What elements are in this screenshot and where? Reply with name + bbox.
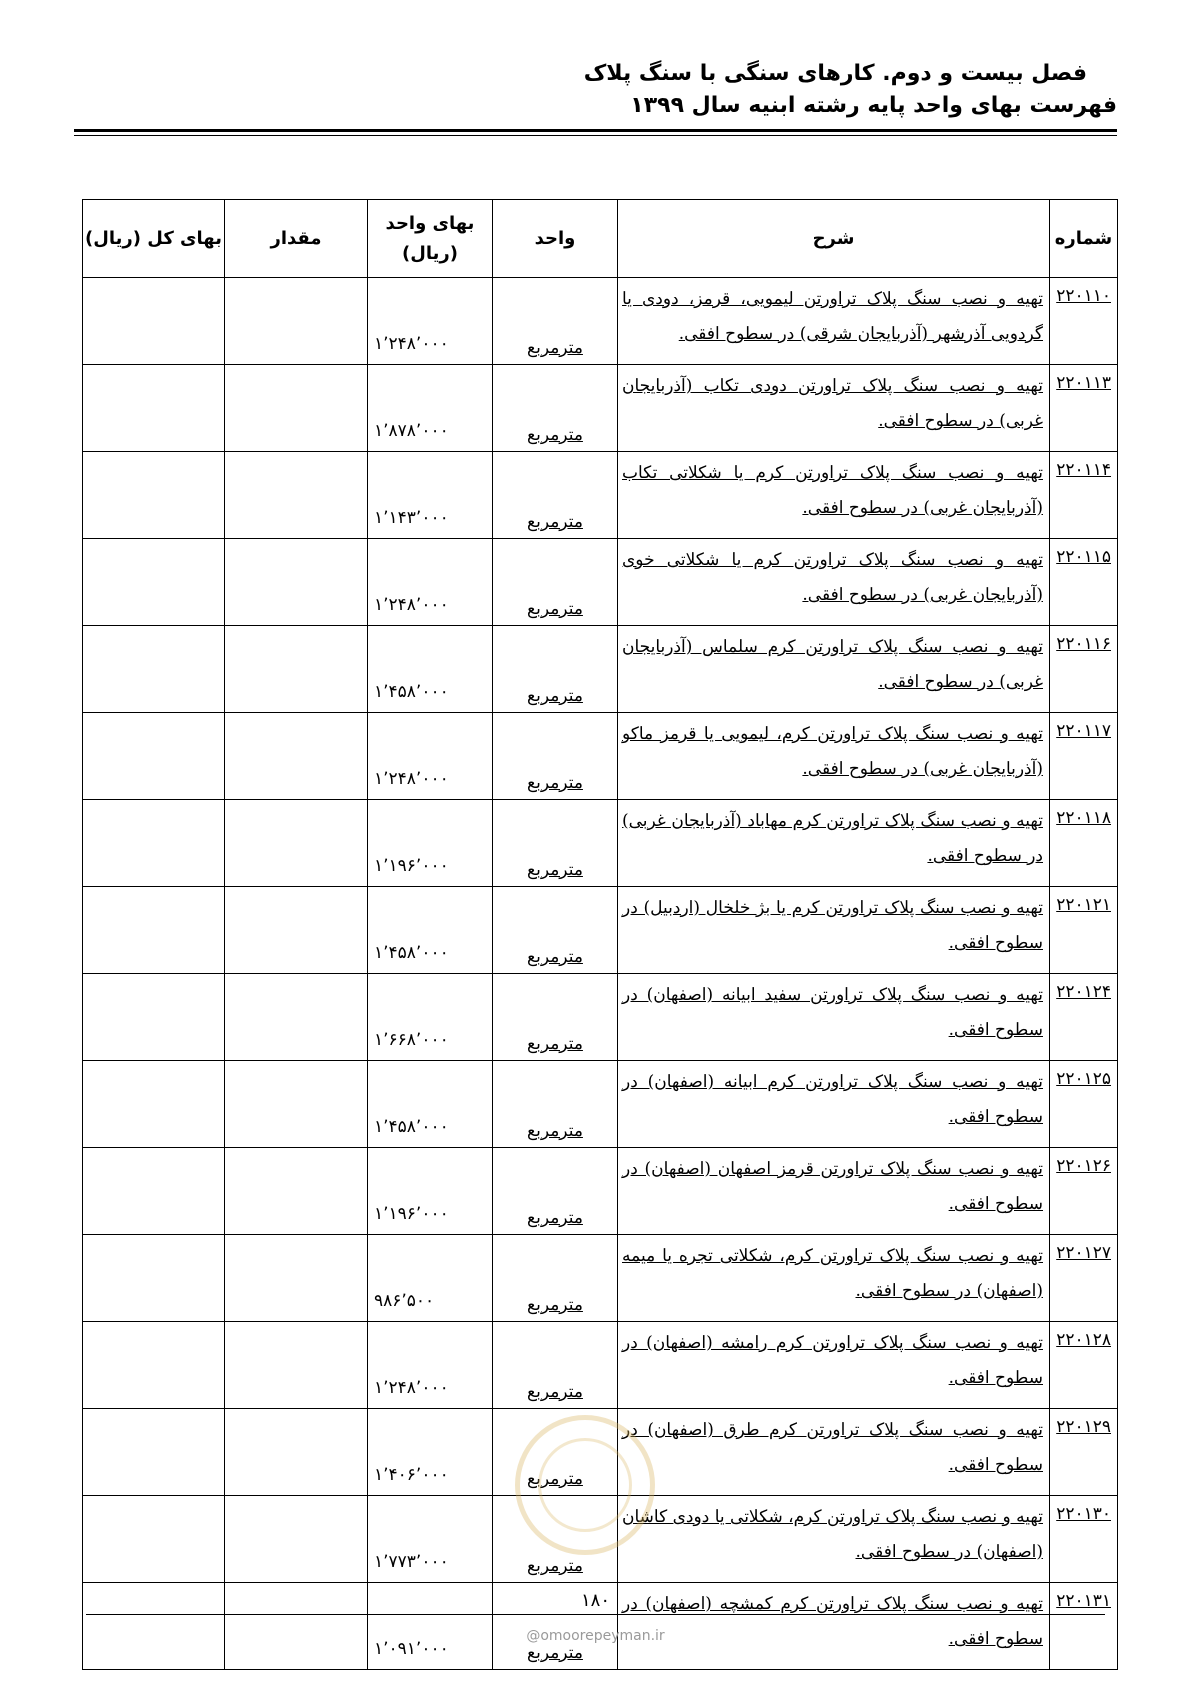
item-quantity xyxy=(225,1409,368,1496)
item-unit-price: ۱٬۶۶۸٬۰۰۰ xyxy=(368,974,493,1061)
item-unit-price: ۹۸۶٬۵۰۰ xyxy=(368,1235,493,1322)
item-quantity xyxy=(225,887,368,974)
item-quantity xyxy=(225,974,368,1061)
page-header xyxy=(584,58,1117,122)
item-code: ۲۲۰۱۲۶ xyxy=(1050,1148,1118,1235)
item-unit: مترمربع xyxy=(493,1061,618,1148)
item-unit-price: ۱٬۴۵۸٬۰۰۰ xyxy=(368,1061,493,1148)
item-total xyxy=(83,713,225,800)
page-number: ۱۸۰ xyxy=(580,1590,610,1611)
unit-price-currency: (ریال) xyxy=(402,242,458,264)
item-description: تهیه و نصب سنگ پلاک تراورتن کرم یا شکلاتی خوی (آذربایجان غربی) در سطوح افقی. xyxy=(618,539,1050,626)
unit-price-label: بهای واحد xyxy=(385,212,475,234)
item-total xyxy=(83,539,225,626)
item-code: ۲۲۰۱۲۷ xyxy=(1050,1235,1118,1322)
item-total xyxy=(83,800,225,887)
item-description: تهیه و نصب سنگ پلاک تراورتن دودی تکاب (آذربایجان غربی) در سطوح افقی. xyxy=(618,365,1050,452)
item-unit: مترمربع xyxy=(493,626,618,713)
item-unit-price: ۱٬۰۹۱٬۰۰۰ xyxy=(368,1583,493,1670)
item-unit: مترمربع xyxy=(493,539,618,626)
item-description: تهیه و نصب سنگ پلاک تراورتن لیمویی، قرمز، دودی یا گردویی آذرشهر (آذربایجان شرقی) در سطوح افقی. xyxy=(618,278,1050,365)
item-description: تهیه و نصب سنگ پلاک تراورتن کرم ابیانه (اصفهان) در سطوح افقی. xyxy=(618,1061,1050,1148)
column-header-unit: واحد xyxy=(493,200,618,278)
item-description: تهیه و نصب سنگ پلاک تراورتن سفید ابیانه (اصفهان) در سطوح افقی. xyxy=(618,974,1050,1061)
item-code: ۲۲۰۱۲۸ xyxy=(1050,1322,1118,1409)
item-total xyxy=(83,365,225,452)
table-row xyxy=(83,1148,1118,1235)
item-unit-price: ۱٬۲۴۸٬۰۰۰ xyxy=(368,713,493,800)
column-header-unit-price xyxy=(368,200,493,278)
table-row xyxy=(83,1061,1118,1148)
item-description: تهیه و نصب سنگ پلاک تراورتن کرم سلماس (آذربایجان غربی) در سطوح افقی. xyxy=(618,626,1050,713)
site-watermark: @omoorepeyman.ir xyxy=(526,1628,665,1644)
item-unit-price: ۱٬۱۹۶٬۰۰۰ xyxy=(368,1148,493,1235)
item-code: ۲۲۰۱۳۰ xyxy=(1050,1496,1118,1583)
item-total xyxy=(83,626,225,713)
item-unit-price: ۱٬۸۷۸٬۰۰۰ xyxy=(368,365,493,452)
item-description: تهیه و نصب سنگ پلاک تراورتن کرم، لیمویی یا قرمز ماکو (آذربایجان غربی) در سطوح افقی. xyxy=(618,713,1050,800)
table-row xyxy=(83,539,1118,626)
item-quantity xyxy=(225,626,368,713)
item-quantity xyxy=(225,713,368,800)
price-table xyxy=(82,199,1118,1670)
item-code: ۲۲۰۱۱۳ xyxy=(1050,365,1118,452)
table-row xyxy=(83,713,1118,800)
table-row xyxy=(83,1322,1118,1409)
table-row xyxy=(83,278,1118,365)
table-row xyxy=(83,1235,1118,1322)
item-code: ۲۲۰۱۱۸ xyxy=(1050,800,1118,887)
item-unit: مترمربع xyxy=(493,887,618,974)
item-code: ۲۲۰۱۱۵ xyxy=(1050,539,1118,626)
item-unit-price: ۱٬۴۵۸٬۰۰۰ xyxy=(368,626,493,713)
column-header-quantity: مقدار xyxy=(225,200,368,278)
item-description: تهیه و نصب سنگ پلاک تراورتن کرم مهاباد (آذربایجان غربی) در سطوح افقی. xyxy=(618,800,1050,887)
item-quantity xyxy=(225,800,368,887)
item-unit: مترمربع xyxy=(493,452,618,539)
item-quantity xyxy=(225,1235,368,1322)
item-code: ۲۲۰۱۲۵ xyxy=(1050,1061,1118,1148)
header-divider xyxy=(74,129,1117,132)
item-unit: مترمربع xyxy=(493,1496,618,1583)
item-code: ۲۲۰۱۲۴ xyxy=(1050,974,1118,1061)
item-quantity xyxy=(225,1061,368,1148)
table-row xyxy=(83,800,1118,887)
item-total xyxy=(83,452,225,539)
item-unit: مترمربع xyxy=(493,1322,618,1409)
item-description: تهیه و نصب سنگ پلاک تراورتن کرم رامشه (اصفهان) در سطوح افقی. xyxy=(618,1322,1050,1409)
item-unit-price: ۱٬۲۴۸٬۰۰۰ xyxy=(368,539,493,626)
item-total xyxy=(83,1061,225,1148)
item-unit-price: ۱٬۱۹۶٬۰۰۰ xyxy=(368,800,493,887)
item-unit-price: ۱٬۱۴۳٬۰۰۰ xyxy=(368,452,493,539)
item-unit-price: ۱٬۲۴۸٬۰۰۰ xyxy=(368,278,493,365)
column-header-total: بهای کل (ریال) xyxy=(83,200,225,278)
item-description: تهیه و نصب سنگ پلاک تراورتن کرم کمشچه (اصفهان) در سطوح افقی. xyxy=(618,1583,1050,1670)
item-description: تهیه و نصب سنگ پلاک تراورتن کرم طرق (اصفهان) در سطوح افقی. xyxy=(618,1409,1050,1496)
table-row xyxy=(83,365,1118,452)
item-total xyxy=(83,974,225,1061)
table-row xyxy=(83,626,1118,713)
item-code: ۲۲۰۱۲۱ xyxy=(1050,887,1118,974)
item-code: ۲۲۰۱۱۰ xyxy=(1050,278,1118,365)
item-quantity xyxy=(225,452,368,539)
item-unit: مترمربع xyxy=(493,365,618,452)
item-unit: مترمربع xyxy=(493,1409,618,1496)
item-unit: مترمربع xyxy=(493,974,618,1061)
item-total xyxy=(83,1148,225,1235)
column-header-description: شرح xyxy=(618,200,1050,278)
item-unit-price: ۱٬۴۰۶٬۰۰۰ xyxy=(368,1409,493,1496)
item-unit: مترمربع xyxy=(493,800,618,887)
table-row xyxy=(83,974,1118,1061)
item-code: ۲۲۰۱۱۶ xyxy=(1050,626,1118,713)
item-unit-price: ۱٬۲۴۸٬۰۰۰ xyxy=(368,1322,493,1409)
item-unit: مترمربع xyxy=(493,1583,618,1670)
table-row xyxy=(83,1409,1118,1496)
item-code: ۲۲۰۱۳۱ xyxy=(1050,1583,1118,1670)
table-row xyxy=(83,452,1118,539)
item-total xyxy=(83,1409,225,1496)
table-row xyxy=(83,887,1118,974)
item-total xyxy=(83,887,225,974)
item-total xyxy=(83,278,225,365)
item-unit: مترمربع xyxy=(493,278,618,365)
item-quantity xyxy=(225,1496,368,1583)
item-unit: مترمربع xyxy=(493,1148,618,1235)
item-total xyxy=(83,1235,225,1322)
price-list-title: فهرست بهای واحد پایه رشته ابنیه سال ۱۳۹۹ xyxy=(630,93,1117,118)
item-code: ۲۲۰۱۱۴ xyxy=(1050,452,1118,539)
footer-divider xyxy=(86,1614,1105,1615)
item-unit-price: ۱٬۷۷۳٬۰۰۰ xyxy=(368,1496,493,1583)
item-unit: مترمربع xyxy=(493,713,618,800)
item-description: تهیه و نصب سنگ پلاک تراورتن قرمز اصفهان (اصفهان) در سطوح افقی. xyxy=(618,1148,1050,1235)
item-total xyxy=(83,1496,225,1583)
item-quantity xyxy=(225,1148,368,1235)
item-code: ۲۲۰۱۱۷ xyxy=(1050,713,1118,800)
item-unit: مترمربع xyxy=(493,1235,618,1322)
column-header-code: شماره xyxy=(1050,200,1118,278)
item-quantity xyxy=(225,365,368,452)
item-description: تهیه و نصب سنگ پلاک تراورتن کرم، شکلاتی یا دودی کاشان (اصفهان) در سطوح افقی. xyxy=(618,1496,1050,1583)
item-description: تهیه و نصب سنگ پلاک تراورتن کرم، شکلاتی تجره یا میمه (اصفهان) در سطوح افقی. xyxy=(618,1235,1050,1322)
item-description: تهیه و نصب سنگ پلاک تراورتن کرم یا شکلاتی تکاب (آذربایجان غربی) در سطوح افقی. xyxy=(618,452,1050,539)
item-description: تهیه و نصب سنگ پلاک تراورتن کرم یا بژ خلخال (اردبیل) در سطوح افقی. xyxy=(618,887,1050,974)
item-unit-price: ۱٬۴۵۸٬۰۰۰ xyxy=(368,887,493,974)
item-quantity xyxy=(225,539,368,626)
header-divider-thin xyxy=(74,135,1117,136)
item-quantity xyxy=(225,278,368,365)
item-code: ۲۲۰۱۲۹ xyxy=(1050,1409,1118,1496)
table-row xyxy=(83,1496,1118,1583)
item-total xyxy=(83,1322,225,1409)
table-header-row xyxy=(83,200,1118,278)
chapter-title: فصل بیست و دوم. کارهای سنگی با سنگ پلاک xyxy=(583,61,1087,86)
item-quantity xyxy=(225,1322,368,1409)
